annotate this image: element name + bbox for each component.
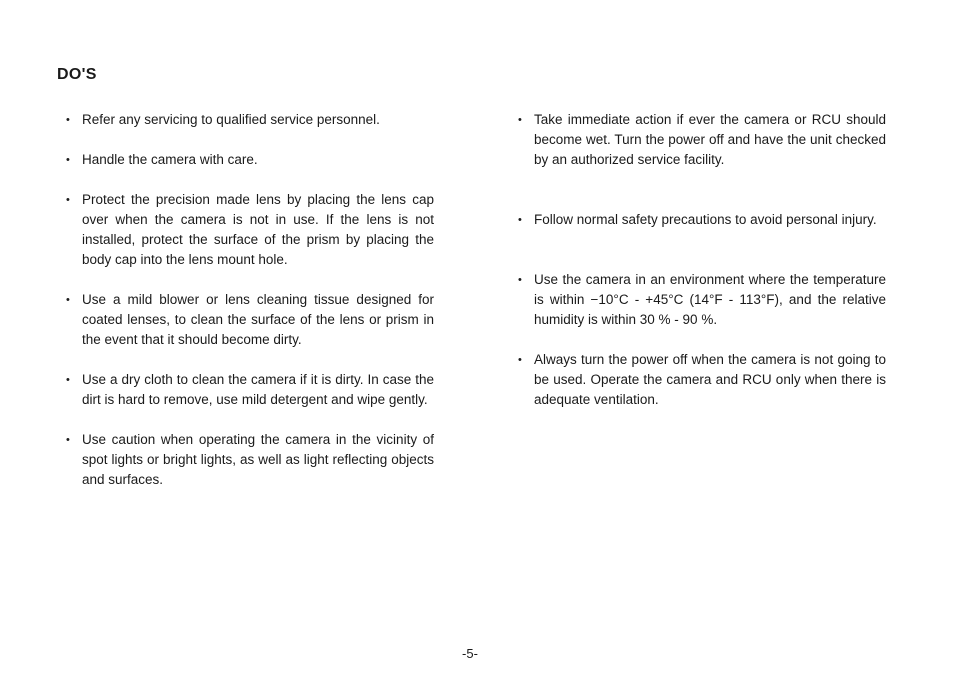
list-item-text: Refer any servicing to qualified service personnel.: [82, 112, 380, 127]
bullet: •: [66, 154, 70, 166]
list-item: [64, 370, 434, 410]
bullet: •: [66, 194, 70, 206]
list-item: [64, 110, 434, 130]
bullet: •: [66, 114, 70, 126]
bullet: •: [518, 214, 522, 226]
list-item: [64, 430, 434, 490]
list-item-text: Use a dry cloth to clean the camera if it is dirty. In case the dirt is hard to remove, use mild detergent and wipe gently.: [82, 372, 434, 407]
bullet: •: [66, 374, 70, 386]
right-column: [516, 110, 886, 430]
right-list: [516, 110, 886, 410]
bullet: •: [518, 354, 522, 366]
page-number: -5-: [462, 646, 478, 661]
list-item-text: Follow normal safety precautions to avoid personal injury.: [534, 212, 877, 227]
list-item-text: Use caution when operating the camera in the vicinity of spot lights or bright lights, as well as light reflecting objects and surfaces.: [82, 432, 434, 487]
left-column: [64, 110, 434, 510]
list-item: [64, 150, 434, 170]
list-item: [516, 350, 886, 410]
list-item: [516, 210, 886, 230]
list-item-text: Always turn the power off when the camera is not going to be used. Operate the camera and RCU only when there is adequate ventilation.: [534, 352, 886, 407]
list-item-text: Take immediate action if ever the camera or RCU should become wet. Turn the power off and have the unit checked by an authorized service facility.: [534, 112, 886, 167]
bullet: •: [66, 294, 70, 306]
list-item-text: Protect the precision made lens by placing the lens cap over when the camera is not in use. If the lens is not installed, protect the surface of the prism by placing the body cap into the lens mount hole.: [82, 192, 434, 267]
list-item-text: Handle the camera with care.: [82, 152, 258, 167]
list-item: [516, 110, 886, 170]
list-item: [516, 270, 886, 330]
list-item: [64, 290, 434, 350]
bullet: •: [518, 114, 522, 126]
list-item-text: Use a mild blower or lens cleaning tissue designed for coated lenses, to clean the surface of the lens or prism in the event that it should become dirty.: [82, 292, 434, 347]
bullet: •: [518, 274, 522, 286]
left-list: [64, 110, 434, 490]
section-heading: DO'S: [57, 66, 97, 83]
list-item: [64, 190, 434, 270]
list-item-text: Use the camera in an environment where the temperature is within −10°C - +45°C (14°F - 113°F), and the relative humidity is within 30 % - 90 %.: [534, 272, 886, 327]
bullet: •: [66, 434, 70, 446]
